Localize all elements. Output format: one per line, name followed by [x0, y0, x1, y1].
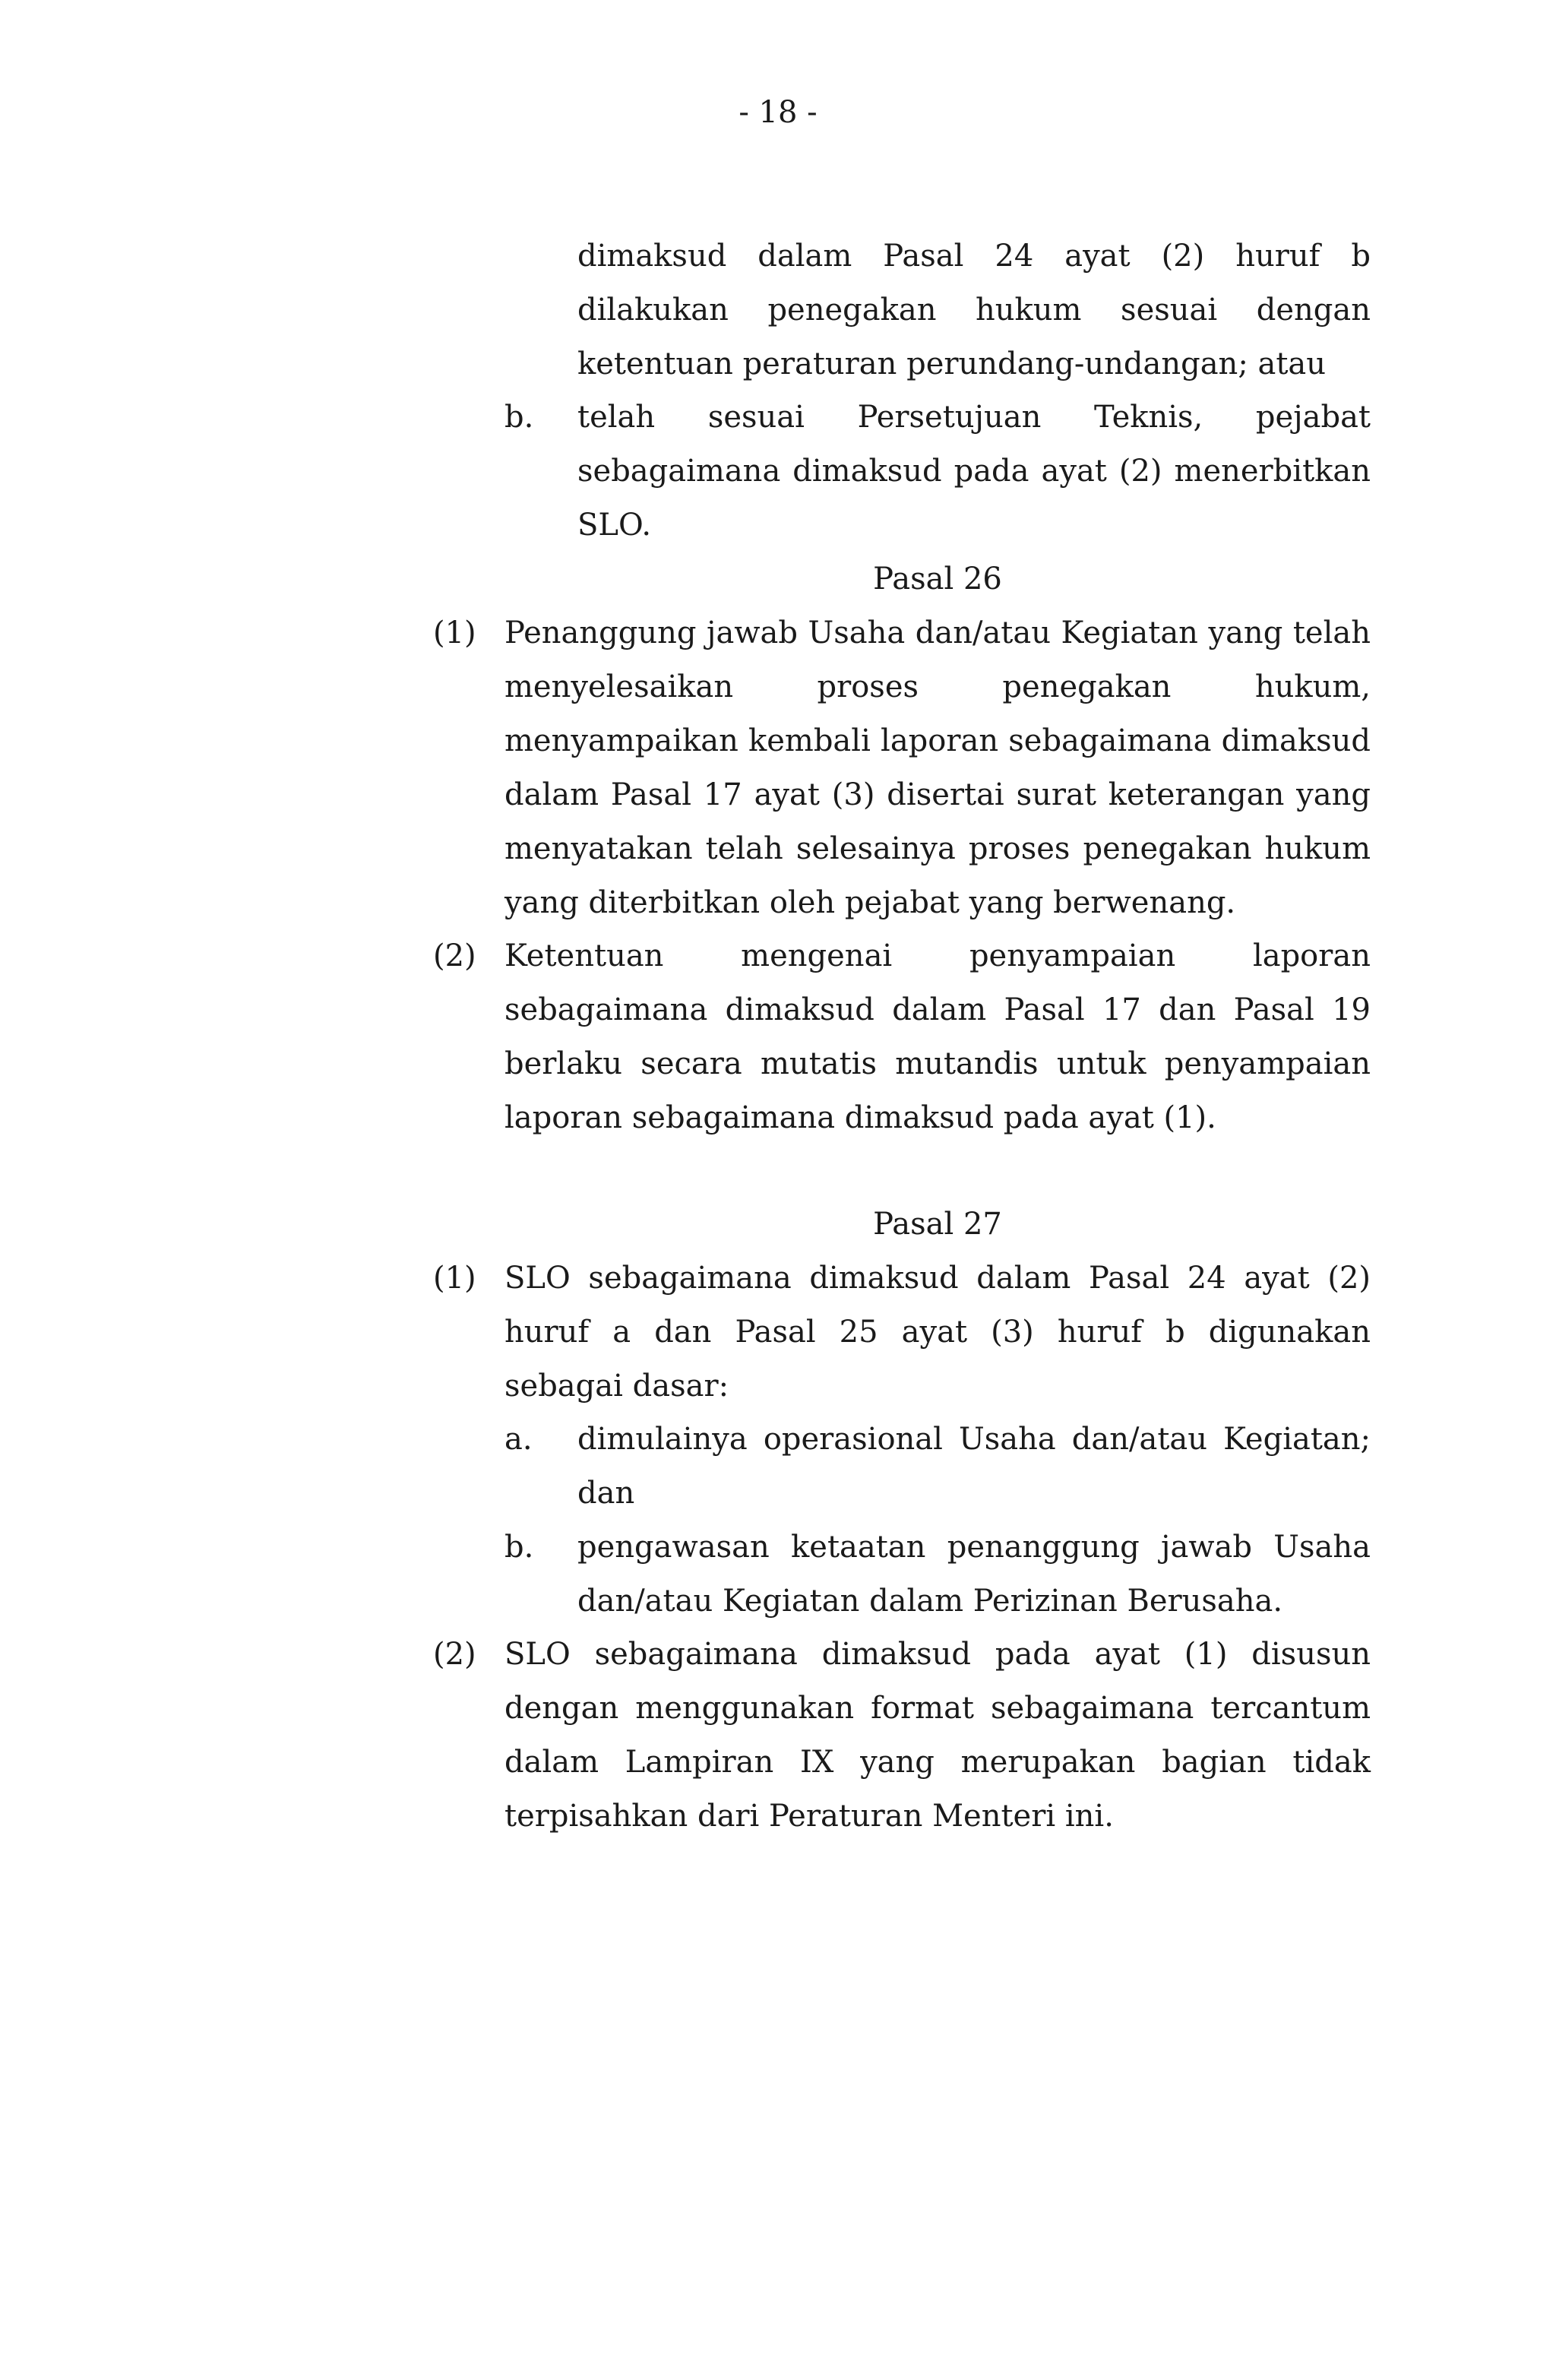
pasal-26-heading: Pasal 26: [873, 562, 1002, 597]
continuation-paragraph: dimaksud dalam Pasal 24 ayat (2) huruf b dilakukan penegakan hukum sesuai dengan ketentuan peraturan perundang-undangan; atau: [577, 239, 1371, 381]
pasal-27-ayat-2-marker: (2): [433, 1637, 476, 1672]
pasal-26-ayat-2-marker: (2): [433, 938, 476, 973]
pasal-26-ayat-1-text: Penanggung jawab Usaha dan/atau Kegiatan yang telah menyelesaikan proses penegakan hukum, menyampaikan kembali laporan sebagaimana dimaksud dalam Pasal 17 ayat (3) disertai surat keterangan yang menyatakan telah selesainya proses penegakan hukum yang diterbitkan oleh pejabat yang berwenang.: [504, 616, 1371, 920]
pasal-27-ayat-1-marker: (1): [433, 1261, 476, 1296]
pasal-26-ayat-1-marker: (1): [433, 616, 476, 650]
pasal-27-ayat-2-text: SLO sebagaimana dimaksud pada ayat (1) disusun dengan menggunakan format sebagaimana tercantum dalam Lampiran IX yang merupakan bagian tidak terpisahkan dari Peraturan Menteri ini.: [504, 1637, 1371, 1834]
pasal-27-item-b-text: pengawasan ketaatan penanggung jawab Usaha dan/atau Kegiatan dalam Perizinan Berusaha.: [577, 1530, 1371, 1619]
pasal-27-item-a-marker: a.: [504, 1422, 533, 1457]
pasal-27-ayat-1-text: SLO sebagaimana dimaksud dalam Pasal 24 ayat (2) huruf a dan Pasal 25 ayat (3) huruf b digunakan sebagai dasar:: [504, 1261, 1371, 1404]
item-b-marker: b.: [504, 400, 534, 435]
page-number: - 18 -: [738, 95, 818, 130]
pasal-27-item-a-text: dimulainya operasional Usaha dan/atau Kegiatan; dan: [577, 1422, 1371, 1511]
pasal-27-heading: Pasal 27: [873, 1207, 1002, 1242]
item-b-text: telah sesuai Persetujuan Teknis, pejabat sebagaimana dimaksud pada ayat (2) menerbitkan SLO.: [577, 400, 1371, 543]
pasal-26-ayat-2-text: Ketentuan mengenai penyampaian laporan sebagaimana dimaksud dalam Pasal 17 dan Pasal 19 berlaku secara mutatis mutandis untuk penyampaian laporan sebagaimana dimaksud pada ayat (1).: [504, 938, 1371, 1135]
pasal-27-item-b-marker: b.: [504, 1530, 534, 1565]
